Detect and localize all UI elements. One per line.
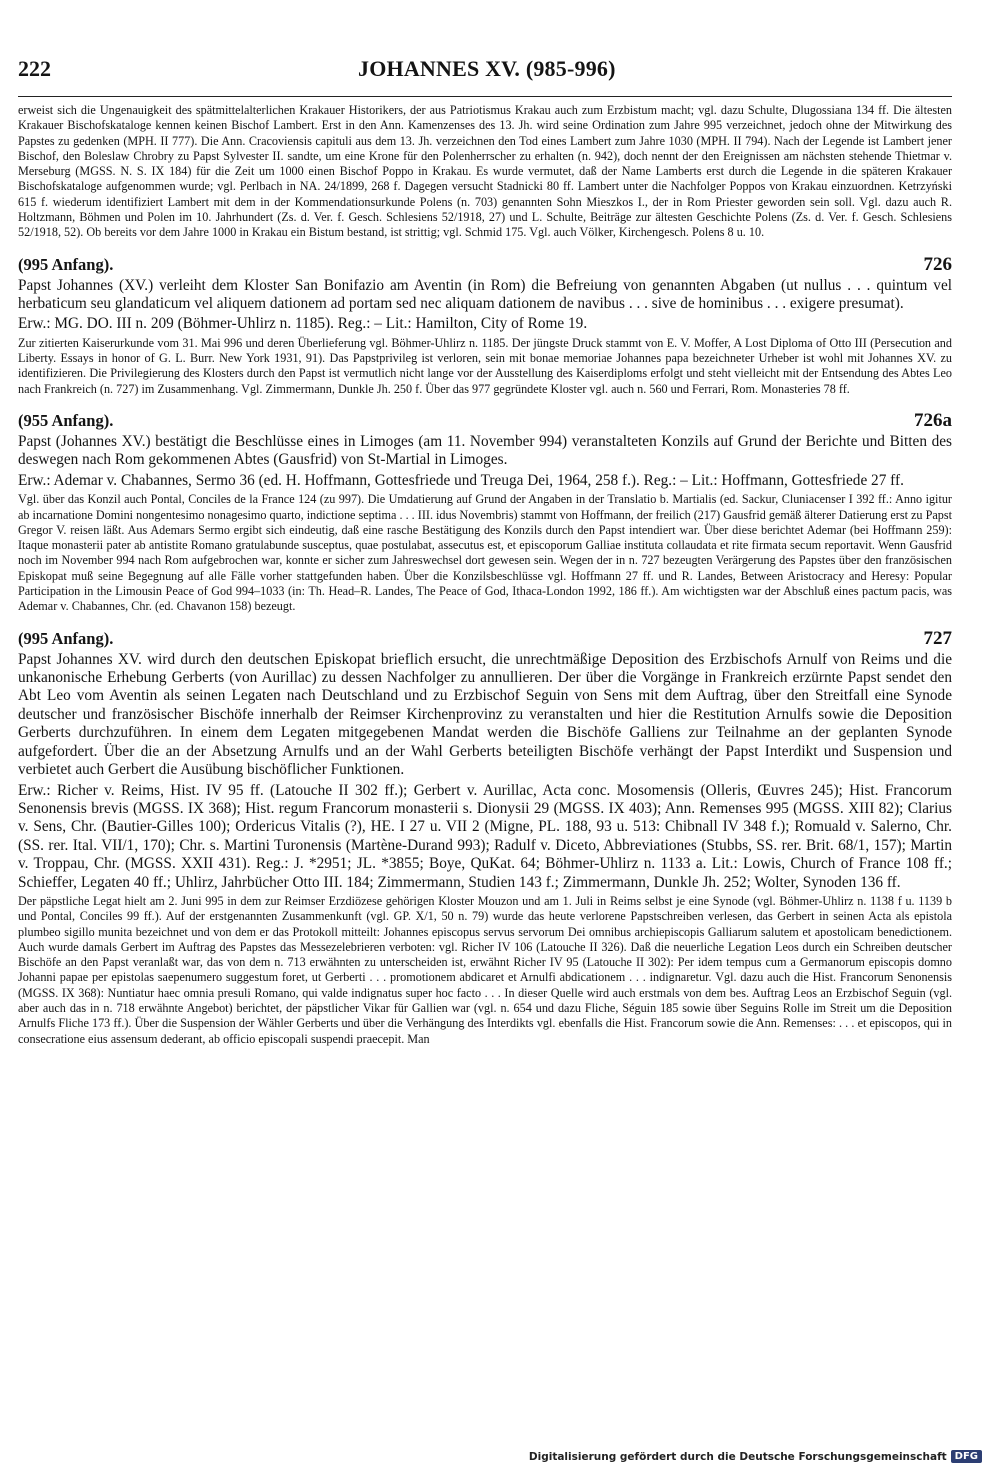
entry-726a: [18, 410, 952, 615]
entry-commentary: Der päpstliche Legat hielt am 2. Juni 995 in dem zur Reimser Erzdiözese gehörigen Kloster Mouzon und am 1. Juli in Reims selbst je eine Synode (vgl. Böhmer-Uhlirz n. 1138 f u. 1139 b und Pontal, Conciles 99 ff.). Auf der erstgenannten Zusammenkunft (vgl. GP. X/1, 50 n. 79) wurde das heute verlorene Papstschreiben verlesen, das Gerbert in seinen Acta als epistola plumbeo sigillo munita bezeichnet und von dem er das Protokoll mitteilt: Johannes episcopus servus servorum Dei omnibus archiepiscopis Galliarum salutem et apostolicam benedictionem. Auch wurde damals Gerbert im Auftrag des Papstes das Messezelebrieren verboten: vgl. Richer IV 106 (Latouche II 326). Daß die neuerliche Legation Leos durch ein Schreiben deutscher Bischöfe an den Papst veranlaßt war, das von dem n. 713 erwähnten zu unterscheiden ist, erwähnt Richer IV 95 (Latouche II 302): Per idem tempus cum a Germanorum episcopis domno Johanni papae per epistolas saepenumero suggestum foret, ut Gerberti . . . promotionem abdicaret et Arnulfi abdicationem . . . indignaretur. Vgl. dazu auch die Hist. Francorum Senonensis (MGSS. IX 368): Nuntiatur haec omnia presuli Romano, qui valde indignatus super hoc facto . . . In dieser Quelle wird auch erstmals von dem bes. Auftrag Leos an Erzbischof Seguin (vgl. aber auch das in n. 718 erwähnte Angebot) berichtet, der päpstlicher Vikar für Gallien war (vgl. n. 654 und dazu Fliche, Séguin 185 sowie über Seguins Rolle im Streit um die Deposition Arnulfs Fliche 173 ff.). Über die Suspension der Wähler Gerberts und über die Verhängung des Interdikts vgl. ebenfalls die Hist. Francorum sowie die Ann. Remenses: . . . et episcopos, qui in consecratione eius assensum dederant, ab officio episcopali suspendi praecepit. Man: [18, 893, 952, 1046]
entry-commentary: Vgl. über das Konzil auch Pontal, Conciles de la France 124 (zu 997). Die Umdatierung auf Grund der Angaben in der Translatio b. Martialis (ed. Sackur, Cluniacenser I 392 ff.: Anno igitur ab incarnatione Domini nongentesimo nonagesimo quarto, indictione septima . . . III. idus Novembris) stammt von Hoffmann, der freilich (217) Gausfrid gemäß älterer Datierung erst zu Papst Gregor V. reisen läßt. Aus Ademars Sermo ergibt sich eindeutig, daß eine rasche Bestätigung des Konzils durch den Papst intendiert war. Über diese berichtet Ademar (bei Hoffmann 259): Itaque monasterii pater ab antistite Romano gratulabunde susceptus, quae postulabat, assecutus est, et episcoporum Galliae instituta collaudata et rite firmata secum reportavit. Wenn Gausfrid noch im November 994 nach Rom aufgebrochen war, konnte er sicher zum Jahreswechsel dort gewesen sein. Wegen der in n. 727 bezeugten Verärgerung des Papstes über den französischen Episkopat muß seine Begegnung auf alle Fälle vorher stattgefunden haben. Über die Konzilsbeschlüsse vgl. Hoffmann 27 ff. und R. Landes, Between Aristocracy and Heresy: Popular Participation in the Limousin Peace of God 994–1033 (in: Th. Head–R. Landes, The Peace of God, Ithaca-London 1992, 186 ff.). Am wichtigsten war der Abschluß eines pactum pacis, was Ademar v. Chabannes, Chr. (ed. Chavanon 158) bezeugt.: [18, 492, 952, 614]
entry-date: (995 Anfang).: [18, 254, 114, 274]
entry-726: [18, 254, 952, 397]
page-number: 222: [18, 56, 51, 81]
entry-date: (995 Anfang).: [18, 628, 114, 648]
entry-sources: Erw.: Ademar v. Chabannes, Sermo 36 (ed. H. Hoffmann, Gottesfriede und Treuga Dei, 1964, 258 f.). Reg.: – Lit.: Hoffmann, Gottesfriede 27 ff.: [18, 471, 904, 489]
entry-regest: Papst Johannes (XV.) verleiht dem Kloster San Bonifazio am Aventin (in Rom) die Befreiung von genannten Abgaben (ut nullus . . . quintum vel herbaticum seu glandaticum vel aliquem dationem ad portam sed nec aliquam dationem de navibus . . . sive de hominibus . . . exigere presumat).: [18, 276, 952, 313]
entry-heading: [18, 628, 952, 650]
intro-note: erweist sich die Ungenauigkeit des spätmittelalterlichen Krakauer Historikers, der aus Patriotismus Krakau auch zum Erzbistum macht; vgl. dazu Schulte, Dlugossiana 134 ff. Die ältesten Krakauer Bischofskataloge kennen keinen Bischof Lambert. Erst in den Ann. Kamenzenses des 13. Jh. wird seine Ordination zum Jahre 995 verzeichnet, jedoch ohne der Mitwirkung des Papstes zu gedenken (MPH. II 777). Die Ann. Cracoviensis capituli aus dem 13. Jh. verzeichnen den Tod eines Lambert zum Jahre 1030 (MPH. II 794). Nach der Legende ist Lambert jener Bischof, den Boleslaw Chrobry zu Papst Sylvester II. sandte, um eine Krone für den Polenherrscher zu erhalten (n. 942), doch nennt der den Ereignissen am nächsten stehende Thietmar v. Merseburg (MGSS. N. S. IX 184) für die Zeit um 1000 einen Bischof Poppo in Krakau. Es wurde vermutet, daß der Name Lamberts erst durch die Legende in die späteren Krakauer Bischofskataloge aufgenommen wurde; vgl. Perlbach in NA. 24/1899, 268 f. Dagegen versucht Stadnicki 80 ff. Lambert unter die Nachfolger Poppos von Krakau einzuordnen. Ketrzyński 615 f. wiederum identifiziert Lambert mit dem in der Kommendationsurkunde Polens (n. 703) genannten Sohn Mieszkos I., der in Rom Priester geworden sein soll. Vgl. dazu auch R. Holtzmann, Böhmen und Polen im 10. Jahrhundert (Zs. d. Ver. f. Gesch. Schlesiens 52/1918, 27) und L. Schulte, Beiträge zur ältesten Geschichte Polens (Zs. d. Ver. f. Gesch. Schlesiens 52/1918, 52). Ob bereits vor dem Jahre 1000 in Krakau ein Bistum bestand, ist strittig; vgl. Schmid 175. Vgl. auch Völker, Kirchengesch. Polens 8 u. 10.: [18, 103, 952, 240]
credit-text: Digitalisierung gefördert durch die Deutsche Forschungsgemeinschaft: [528, 1450, 947, 1463]
entry-heading: [18, 410, 952, 432]
dfg-logo: DFG: [951, 1450, 982, 1463]
entry-number: 727: [923, 627, 952, 649]
dfg-credit: [529, 1450, 982, 1463]
entry-regest: Papst (Johannes XV.) bestätigt die Beschlüsse eines in Limoges (am 11. November 994) veranstalteten Konzils auf Grund der Berichte und Bitten des deswegen nach Rom gekommenen Abtes (Gausfrid) von St-Martial in Limoges.: [18, 433, 952, 469]
entry-commentary: Zur zitierten Kaiserurkunde vom 31. Mai 996 und deren Überlieferung vgl. Böhmer-Uhlirz n. 1185. Der jüngste Druck stammt von E. V. Moffer, A Lost Diploma of Otto III (Persecution and Liberty. Essays in honor of G. L. Burr. New York 1931, 91). Das Papstprivileg ist verloren, sein mit bonae memoriae Johannes papa bezeichneter Urheber ist wohl mit Johannes XV. zu identifizieren. Die Privilegierung des Klosters durch den Papst ist vermutlich nicht lange vor der Ausstellung des Kaiserdiploms erfolgt und steht vielleicht mit der Entsendung des Abtes Leo nach Frankreich (n. 727) im Zusammenhang. Vgl. Zimmermann, Dunkle Jh. 250 f. Über das 977 gegründete Kloster vgl. auch n. 560 und Ferrari, Rom. Monasteries 78 ff.: [18, 335, 952, 396]
page: [18, 52, 952, 1047]
entry-number: 726a: [914, 410, 952, 432]
entry-number: 726: [923, 253, 952, 275]
entry-heading: [18, 254, 952, 276]
entry-date: (955 Anfang).: [18, 411, 114, 431]
entry-sources: Erw.: Richer v. Reims, Hist. IV 95 ff. (Latouche II 302 ff.); Gerbert v. Aurillac, Acta conc. Mosomensis (Olleris, Œuvres 245); Hist. Francorum Senonensis brevis (MGSS. IX 368); Hist. regum Francorum monasterii s. Dionysii 29 (MGSS. IX 403); Ann. Remenses 995 (MGSS. XIII 82); Clarius v. Sens, Chr. (Bautier-Gilles 100); Ordericus Vitalis (?), HE. I 27 u. VII 2 (Migne, PL. 188, 93 u. 513: Chibnall IV 348 f.); Romuald v. Salerno, Chr. (SS. rer. Ital. VII/1, 170); Chr. s. Martini Turonensis (Martène-Durand 993); Radulf v. Diceto, Abbreviationes (Stubbs, SS. rer. Brit. 68/1, 157); Martin v. Troppau, Chr. (MGSS. XXII 431). Reg.: J. *2951; JL. *3855; Boye, QuKat. 64; Böhmer-Uhlirz n. 1133 a. Lit.: Lowis, Church of France 108 ff.; Schieffer, Legaten 40 ff.; Uhlirz, Jahrbücher Otto III. 184; Zimmermann, Studien 143 f.; Zimmermann, Dunkle Jh. 252; Wolter, Synoden 136 ff.: [18, 781, 952, 891]
entry-727: [18, 628, 952, 1047]
running-title: JOHANNES XV. (985-996): [358, 56, 616, 81]
running-header: [18, 52, 952, 97]
entry-sources: Erw.: MG. DO. III n. 209 (Böhmer-Uhlirz n. 1185). Reg.: – Lit.: Hamilton, City of Rome 19.: [18, 315, 588, 333]
entry-regest: Papst Johannes XV. wird durch den deutschen Episkopat brieflich ersucht, die unrechtmäßige Deposition des Erzbischofs Arnulf von Reims und die unkanonische Erhebung Gerberts (von Aurillac) zu dessen Nachfolger zu annullieren. Der über die Vorgänge in Frankreich erzürnte Papst sendet den Abt Leo vom Aventin als seinen Legaten nach Deutschland und zu Erzbischof Seguin von Sens mit dem Auftrag, über den Streitfall eine Synode deutscher und französischer Bischöfe innerhalb der Reimser Kirchenprovinz zu veranstalten und hier die Restitution Arnulfs sowie die Deposition Gerberts durchzuführen. In einem dem Legaten mitgegebenen Mandat werden die Bischöfe Galliens zur Teilnahme an der geplanten Synode aufgefordert. Über die an der Absetzung Arnulfs und an der Wahl Gerberts beteiligten Bischöfe verhängt der Papst Interdikt und Suspension und verbietet auch Gerbert die Ausübung bischöflicher Funktionen.: [18, 650, 952, 779]
